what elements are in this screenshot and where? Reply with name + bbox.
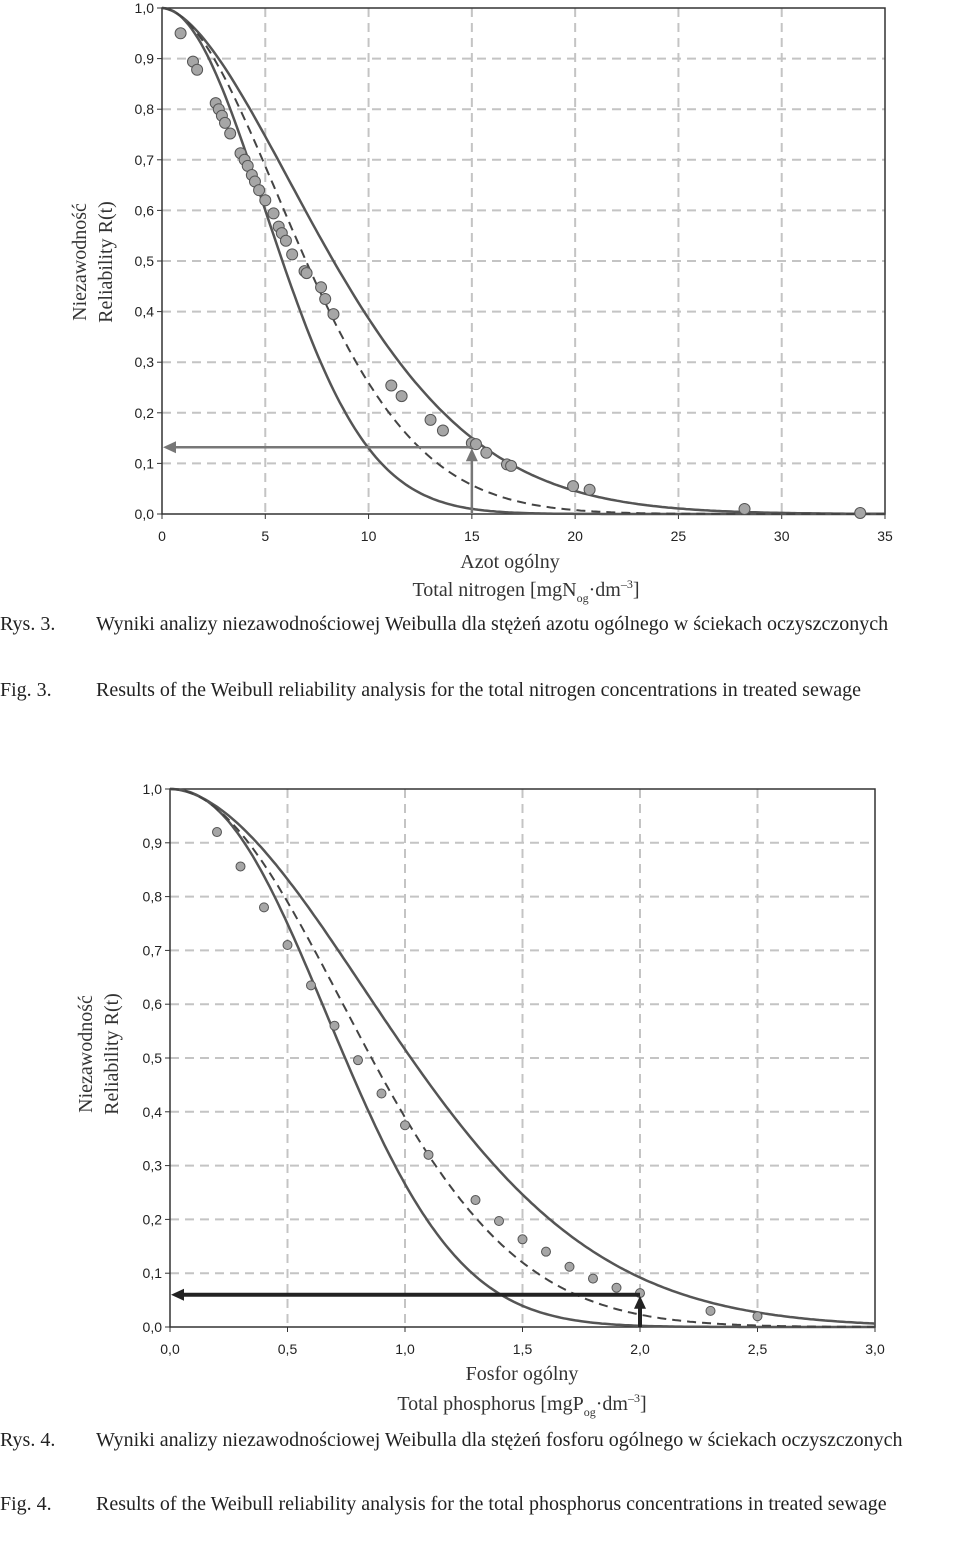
data-point [584, 484, 595, 495]
data-point [307, 981, 316, 990]
caption-text: Wyniki analizy niezawodnościowej Weibulla dla stężeń fosforu ogólnego w ściekach oczyszczonych [96, 1429, 903, 1451]
y-tick-label: 0,2 [142, 1211, 162, 1228]
x-axis-label-pl: Azot ogólny [460, 551, 560, 573]
data-point [301, 268, 312, 279]
y-tick-label: 0,6 [142, 996, 162, 1013]
x-tick-label: 2,5 [747, 1341, 768, 1357]
y-axis-label-pl: Niezawodność [69, 203, 91, 321]
caption-rys3 [0, 610, 960, 666]
y-tick-label: 1,0 [142, 781, 162, 797]
data-point [225, 128, 236, 139]
data-point [192, 64, 203, 75]
data-point [739, 503, 750, 514]
y-tick-label: 0,6 [134, 202, 154, 219]
data-point [213, 828, 222, 837]
data-point [589, 1274, 598, 1283]
caption-text: Wyniki analizy niezawodnościowej Weibulla dla stężeń azotu ogólnego w ściekach oczyszczonych [96, 613, 889, 635]
data-point [260, 195, 271, 206]
y-tick-label: 1,0 [134, 0, 154, 16]
data-point [506, 460, 517, 471]
x-tick-label: 1,0 [395, 1341, 415, 1357]
y-tick-label: 0,7 [142, 942, 162, 959]
y-tick-label: 0,5 [134, 253, 154, 269]
caption-number: Fig. 3. [0, 679, 52, 701]
y-tick-label: 0,2 [134, 404, 154, 421]
y-tick-label: 0,1 [134, 455, 154, 472]
data-point [316, 282, 327, 293]
x-axis-label-en: Total phosphorus $[mgP_{og}\cdot dm^{-3}]$ [397, 1391, 647, 1419]
marker-arrow-head-left [171, 1289, 184, 1301]
x-tick-label: 1,5 [512, 1341, 533, 1357]
data-point [565, 1262, 574, 1271]
data-point [518, 1235, 527, 1244]
caption-rys4 [0, 1426, 960, 1482]
data-point [386, 380, 397, 391]
data-point [260, 903, 269, 912]
caption-number: Rys. 3. [0, 613, 56, 635]
x-tick-label: 3,0 [865, 1341, 885, 1357]
y-tick-label: 0,0 [142, 1319, 162, 1335]
data-point [471, 1196, 480, 1205]
data-point [481, 447, 492, 458]
y-tick-label: 0,0 [134, 506, 154, 522]
data-point [283, 941, 292, 950]
data-point [425, 414, 436, 425]
data-point [612, 1283, 621, 1292]
y-tick-label: 0,9 [142, 834, 162, 851]
x-tick-label: 20 [567, 528, 583, 544]
marker-arrow-head-up [634, 1296, 646, 1309]
data-point [287, 249, 298, 260]
y-tick-label: 0,8 [134, 101, 154, 118]
caption-number: Rys. 4. [0, 1429, 56, 1451]
x-tick-label: 10 [360, 528, 377, 544]
x-axis-label-en: Total nitrogen $[mgN_{og}\cdot dm^{-3}]$ [412, 577, 640, 605]
data-point [280, 235, 291, 246]
y-tick-label: 0,7 [134, 151, 154, 168]
y-tick-label: 0,4 [134, 303, 154, 320]
marker-arrow-head-left [163, 441, 176, 453]
data-point [706, 1306, 715, 1315]
data-point [354, 1056, 363, 1065]
y-tick-label: 0,3 [142, 1157, 162, 1174]
data-point [175, 28, 186, 39]
x-tick-label: 0,5 [277, 1341, 298, 1357]
y-tick-label: 0,9 [134, 50, 154, 67]
y-tick-label: 0,3 [134, 354, 154, 371]
data-point [470, 439, 481, 450]
data-point [437, 425, 448, 436]
x-tick-label: 25 [670, 528, 687, 544]
y-axis-label-en: Reliability R(t) [101, 993, 123, 1115]
data-point [753, 1312, 762, 1321]
x-axis-label-pl: Fosfor ogólny [465, 1363, 579, 1385]
data-point [424, 1150, 433, 1159]
x-tick-label: 0 [158, 528, 166, 544]
caption-text: Results of the Weibull reliability analysis for the total nitrogen concentrations in treated sewage [96, 679, 862, 701]
caption-fig4 [0, 1490, 960, 1546]
data-point [268, 208, 279, 219]
y-tick-label: 0,5 [142, 1050, 162, 1066]
data-point [495, 1217, 504, 1226]
caption-text: Results of the Weibull reliability analysis for the total phosphorus concentrations in treated sewage [96, 1493, 887, 1515]
y-tick-label: 0,8 [142, 888, 162, 905]
caption-fig3 [0, 676, 960, 732]
y-axis-label-en: Reliability R(t) [95, 201, 117, 323]
y-tick-label: 0,1 [142, 1265, 162, 1282]
data-point [568, 481, 579, 492]
data-point [220, 117, 231, 128]
y-axis-label-pl: Niezawodność [75, 995, 97, 1113]
y-tick-label: 0,4 [142, 1103, 162, 1120]
data-point [401, 1121, 410, 1130]
data-point [330, 1021, 339, 1030]
x-tick-label: 35 [877, 528, 893, 544]
caption-number: Fig. 4. [0, 1493, 52, 1515]
x-tick-label: 2,0 [630, 1341, 650, 1357]
chart-nitrogen [69, 0, 893, 605]
data-point [328, 309, 339, 320]
data-point [855, 507, 866, 518]
x-tick-label: 0,0 [160, 1341, 180, 1357]
x-tick-label: 5 [261, 528, 270, 544]
data-point [254, 185, 265, 196]
data-point [542, 1247, 551, 1256]
data-point [396, 391, 407, 402]
chart-phosphorus [75, 781, 885, 1419]
data-point [236, 862, 245, 871]
data-point [320, 293, 331, 304]
x-tick-label: 15 [464, 528, 480, 544]
x-tick-label: 30 [773, 528, 790, 544]
data-point [377, 1089, 386, 1098]
